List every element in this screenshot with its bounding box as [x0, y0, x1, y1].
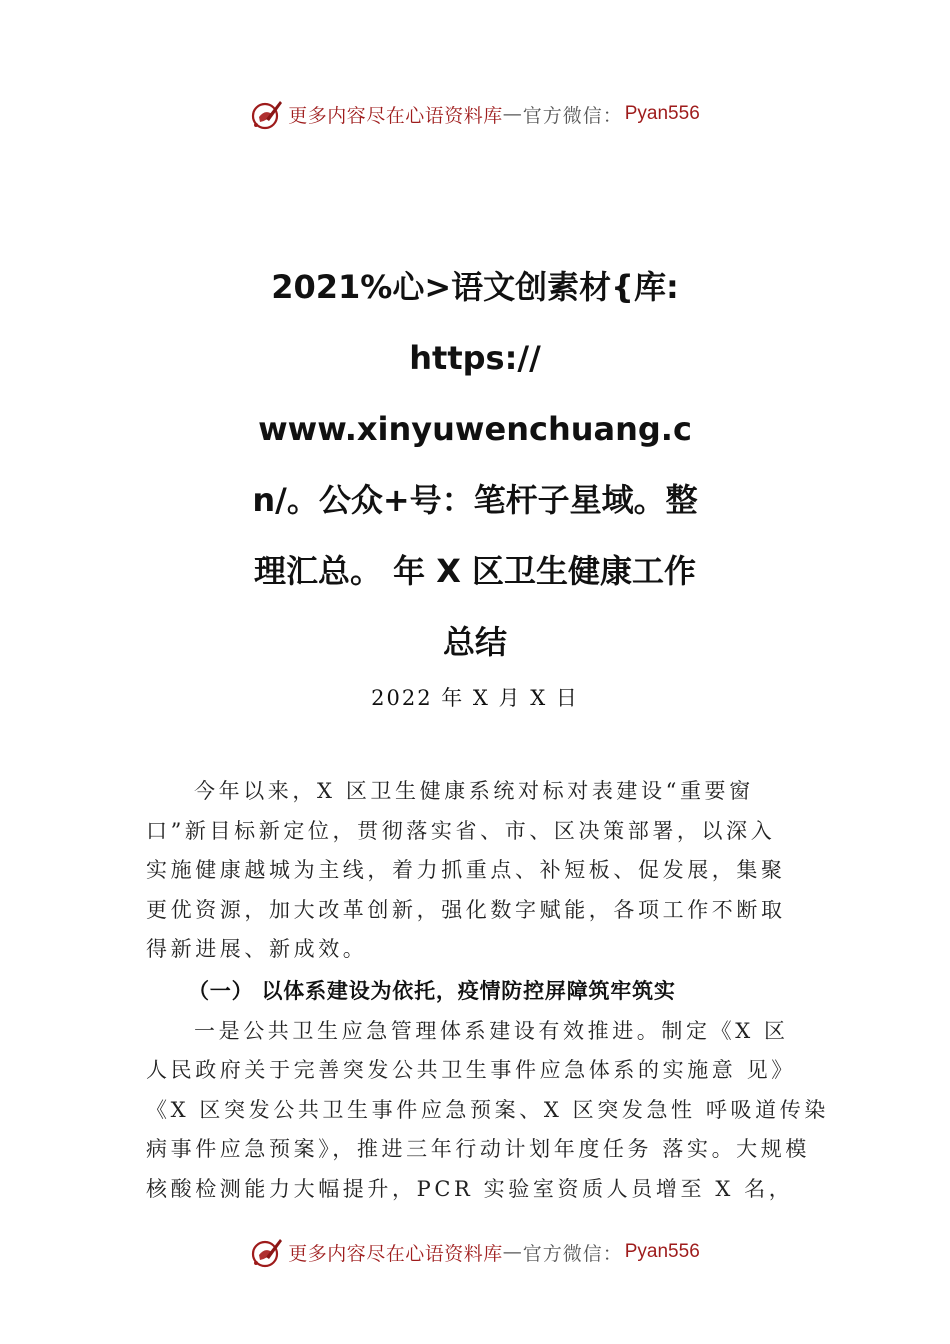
banner-text: 更多内容尽在心语资料库 — [288, 1242, 503, 1265]
text-line: 得新进展、新成效。 — [146, 937, 368, 961]
text-line: 《X 区突发公共卫生事件应急预案、X 区突发急性 呼吸道传染 — [146, 1097, 829, 1122]
brush-pen-logo-icon — [250, 97, 284, 131]
banner-wechat-label: 官方微信： — [522, 104, 623, 127]
title-line: 总结 — [442, 623, 507, 661]
text-line: 实施健康越城为主线，着力抓重点、补短板、促发展，集聚 — [146, 858, 786, 882]
title-line: n/。公众+号：笔杆子星域。整 — [252, 481, 698, 519]
text-line: 人民政府关于完善突发公共卫生事件应急体系的实施意 见》 — [146, 1058, 796, 1082]
footer-banner — [0, 1232, 950, 1272]
title-line: https:// — [409, 339, 541, 377]
document-date: 2022 年 X 月 X 日 — [371, 686, 579, 710]
brush-pen-logo-icon — [250, 1235, 284, 1269]
banner-dash: — — [502, 103, 523, 125]
text-line: 今年以来，X 区卫生健康系统对标对表建设“重要窗 — [194, 779, 754, 803]
banner-dash: — — [502, 1241, 523, 1263]
text-line: 口”新目标新定位，贯彻落实省、市、区决策部署，以深入 — [146, 818, 776, 843]
banner-wechat-id: Pyan556 — [624, 103, 700, 124]
title-line: www.xinyuwenchuang.c — [258, 410, 692, 448]
document-body — [146, 772, 829, 1209]
title-line: 理汇总。 年 X 区卫生健康工作 — [253, 552, 697, 590]
title-line: 2021%心>语文创素材{库: — [271, 268, 679, 306]
header-banner — [0, 94, 950, 134]
section-heading: （一） 以体系建设为依托，疫情防控屏障筑牢筑实 — [188, 978, 676, 1003]
banner-text: 更多内容尽在心语资料库 — [288, 104, 503, 127]
banner-wechat-label: 官方微信： — [522, 1242, 623, 1265]
paragraph-intro — [146, 772, 806, 970]
text-line: 更优资源，加大改革创新，强化数字赋能，各项工作不断取 — [146, 897, 786, 922]
document-title — [200, 252, 750, 678]
text-line: 病事件应急预案》，推进三年行动计划年度任务 落实。大规模 — [146, 1137, 810, 1161]
text-line: 核酸检测能力大幅提升，PCR 实验室资质人员增至 X 名， — [146, 1176, 794, 1201]
banner-wechat-id: Pyan556 — [624, 1241, 700, 1262]
text-line: 一是公共卫生应急管理体系建设有效推进。制定《X 区 — [194, 1018, 789, 1043]
paragraph-section-1 — [146, 1012, 829, 1210]
